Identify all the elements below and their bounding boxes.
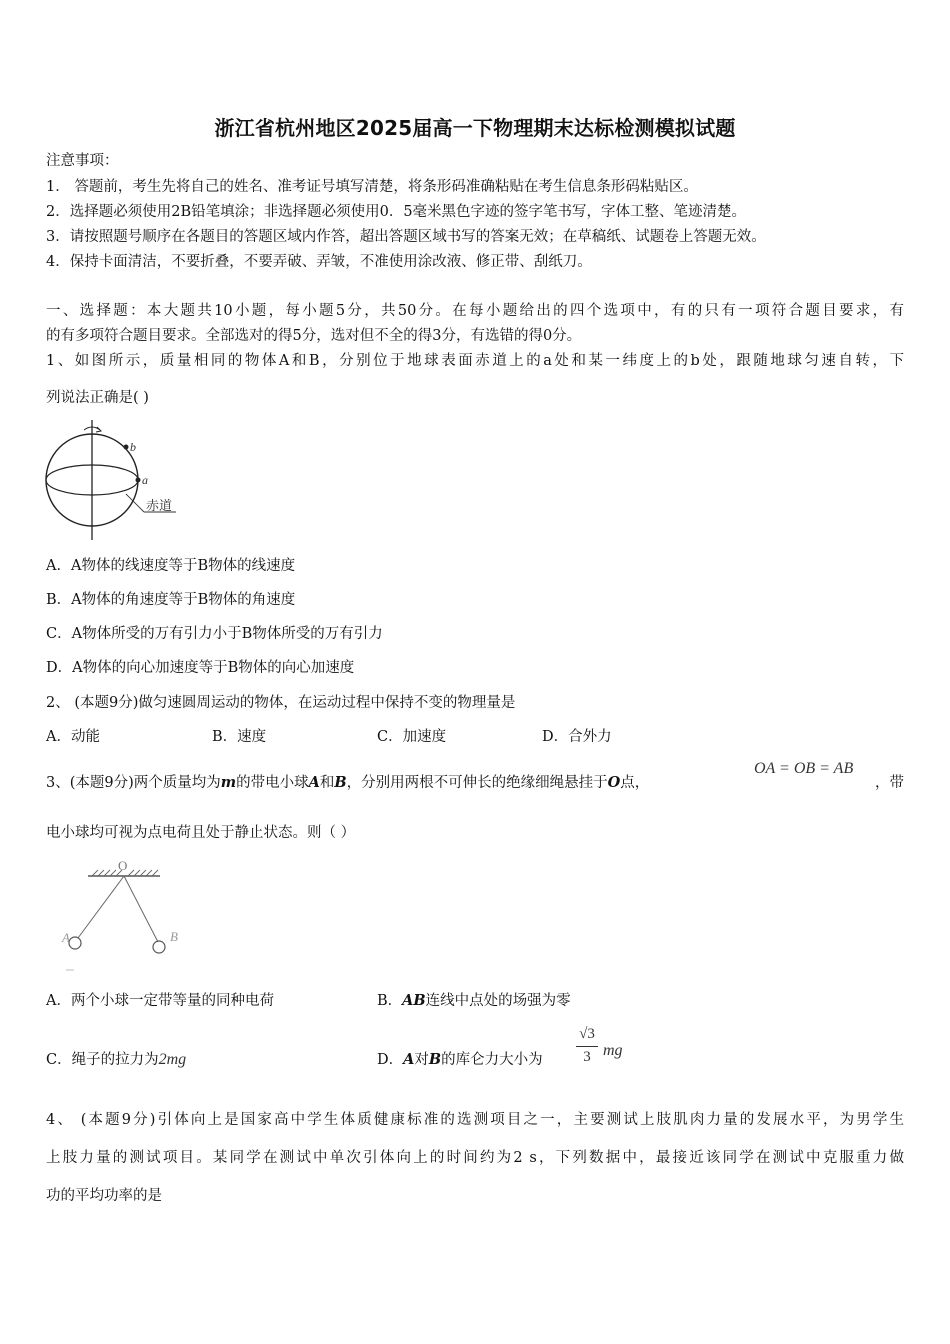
q2-option-a[interactable]: A．动能 xyxy=(46,729,100,745)
q1-stem-line1: 1、如图所示，质量相同的物体A和B，分别位于地球表面赤道上的a处和某一纬度上的b处，跟随地球匀速自转，下 xyxy=(46,353,904,369)
label-equator: 赤道 xyxy=(146,498,173,513)
point-b xyxy=(124,445,129,450)
string-A xyxy=(78,876,124,938)
q1-option-b[interactable]: B．A物体的角速度等于B物体的角速度 xyxy=(46,592,296,608)
q3-stem-line2: 电小球均可视为点电荷且处于静止状态。则（ ） xyxy=(46,825,356,841)
q1-option-d[interactable]: D．A物体的向心加速度等于B物体的向心加速度 xyxy=(46,660,355,676)
q1-option-c[interactable]: C．A物体所受的万有引力小于B物体所受的万有引力 xyxy=(46,626,383,642)
q4-stem-line3: 功的平均功率的是 xyxy=(46,1188,162,1204)
q4-stem-line1: 4、 (本题9分)引体向上是国家高中学生体质健康标准的选测项目之一，主要测试上肢肌肉力量的发展水平，为男学生 xyxy=(46,1112,904,1128)
q1-earth-figure xyxy=(40,414,180,544)
q2-option-d[interactable]: D．合外力 xyxy=(542,729,612,745)
section1-line2: 的有多项符合题目要求。全部选对的得5分，选对但不全的得3分，有选错的得0分。 xyxy=(46,328,582,344)
point-a xyxy=(136,478,141,483)
q1-stem-line2: 列说法正确是( ) xyxy=(46,390,149,406)
q3-option-d-fraction: √3 3 xyxy=(574,1024,600,1067)
label-a: a xyxy=(142,473,148,487)
q3-stem-tail: ，带 xyxy=(875,775,904,791)
notice-item-4: 4．保持卡面清洁，不要折叠，不要弄破、弄皱，不准使用涂改液、修正带、刮纸刀。 xyxy=(46,254,592,270)
q1-option-a[interactable]: A．A物体的线速度等于B物体的线速度 xyxy=(46,558,296,574)
string-B xyxy=(124,876,158,942)
q3-option-a[interactable]: A．两个小球一定带等量的同种电荷 xyxy=(46,993,274,1009)
label-b: b xyxy=(130,440,136,454)
q3-pendulum-figure xyxy=(54,856,194,978)
q2-option-b[interactable]: B．速度 xyxy=(212,729,267,745)
q3-option-c[interactable]: C．绳子的拉力为2mg xyxy=(46,1051,187,1068)
q2-stem: 2、 (本题9分)做匀速圆周运动的物体，在运动过程中保持不变的物理量是 xyxy=(46,695,516,711)
notice-item-3: 3．请按照题号顺序在各题目的答题区域内作答，超出答题区域书写的答案无效；在草稿纸、试题卷上答题无效。 xyxy=(46,229,766,245)
section1-line1: 一、选择题：本大题共10小题，每小题5分，共50分。在每小题给出的四个选项中，有的只有一项符合题目要求，有 xyxy=(46,303,904,319)
label-O: O xyxy=(118,858,128,873)
notice-item-1: 1． 答题前，考生先将自己的姓名、准考证号填写清楚，将条形码准确粘贴在考生信息条形码粘贴区。 xyxy=(46,179,698,195)
ball-A xyxy=(69,937,81,949)
q3-formula: OA = OB = AB xyxy=(754,760,854,777)
notice-heading: 注意事项： xyxy=(46,153,119,169)
q3-stem-line1: 3、(本题9分)两个质量均为m的带电小球A和B，分别用两根不可伸长的绝缘细绳悬挂于O点， xyxy=(46,774,650,791)
ball-B xyxy=(153,941,165,953)
q4-stem-line2: 上肢力量的测试项目。某同学在测试中单次引体向上的时间约为2 s，下列数据中，最接近该同学在测试中克服重力做 xyxy=(46,1150,904,1166)
q3-option-b[interactable]: B．AB连线中点处的场强为零 xyxy=(377,992,571,1009)
label-A: A xyxy=(62,930,70,945)
label-B: B xyxy=(170,929,178,944)
q3-option-d-mg: mg xyxy=(603,1042,623,1059)
q3-option-d[interactable]: D．A对B的库仑力大小为 xyxy=(377,1051,543,1068)
q2-option-c[interactable]: C．加速度 xyxy=(377,729,447,745)
page-title: 浙江省杭州地区2025届高一下物理期末达标检测模拟试题 xyxy=(214,116,736,140)
notice-item-2: 2．选择题必须使用2B铅笔填涂；非选择题必须使用0．5毫米黑色字迹的签字笔书写，字体工整、笔迹清楚。 xyxy=(46,204,747,220)
